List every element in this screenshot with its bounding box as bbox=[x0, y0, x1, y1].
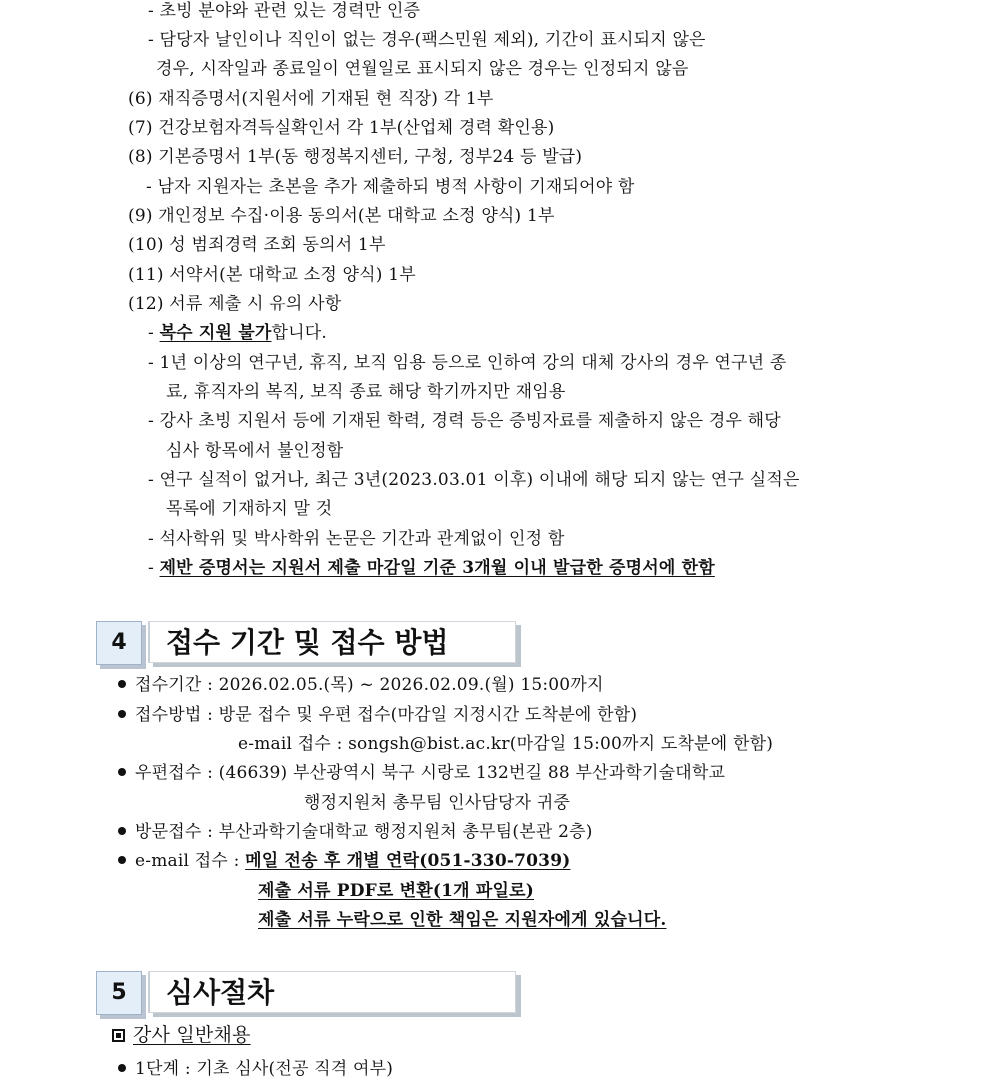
list-item-period bbox=[118, 674, 604, 696]
subheading-text: 강사 일반채용 bbox=[133, 1024, 251, 1046]
email-method-line: e-mail 접수 : songsh@bist.ac.kr(마감일 15:00까지 도착분에 한함) bbox=[238, 734, 774, 754]
text-line: 심사 항목에서 불인정함 bbox=[166, 441, 344, 461]
section-number: 4 bbox=[96, 621, 142, 665]
text-line: 료, 휴직자의 복직, 보직 종료 해당 학기까지만 재임용 bbox=[166, 382, 566, 402]
email-label: e-mail 접수 : bbox=[135, 851, 246, 871]
text-line: 경우, 시작일과 종료일이 연월일로 표시되지 않은 경우는 인정되지 않음 bbox=[156, 59, 689, 79]
bullet-icon bbox=[118, 710, 126, 718]
list-item-6: (6) 재직증명서(지원서에 기재된 현 직장) 각 1부 bbox=[128, 89, 494, 109]
email-note: 제출 서류 누락으로 인한 책임은 지원자에게 있습니다. bbox=[258, 910, 667, 930]
subheading bbox=[112, 1024, 251, 1046]
text-line: - 석사학위 및 박사학위 논문은 기간과 관계없이 인정 함 bbox=[148, 529, 565, 549]
list-item-12: (12) 서류 제출 시 유의 사항 bbox=[128, 294, 342, 314]
bold-underline-text: 복수 지원 불가 bbox=[159, 323, 272, 343]
text-line: - 초빙 분야와 관련 있는 경력만 인증 bbox=[148, 1, 421, 21]
square-bullet-icon bbox=[112, 1029, 125, 1042]
list-item-step1 bbox=[118, 1058, 393, 1080]
bullet-icon bbox=[118, 680, 126, 688]
text-line: - 1년 이상의 연구년, 휴직, 보직 임용 등으로 인하여 강의 대체 강사의 경우 연구년 종 bbox=[148, 353, 787, 373]
text-line: - 강사 초빙 지원서 등에 기재된 학력, 경력 등은 증빙자료를 제출하지 않은 경우 해당 bbox=[148, 411, 781, 431]
list-item-9: (9) 개인정보 수집·이용 동의서(본 대학교 소정 양식) 1부 bbox=[128, 206, 555, 226]
bullet-icon bbox=[118, 1064, 126, 1072]
method-text: 접수방법 : 방문 접수 및 우편 접수(마감일 지정시간 도착분에 한함) bbox=[135, 705, 638, 725]
bullet-icon bbox=[118, 768, 126, 776]
post-address: 우편접수 : (46639) 부산광역시 북구 시랑로 132번길 88 부산과학기술대학교 bbox=[135, 763, 726, 783]
step-text: 1단계 : 기초 심사(전공 직격 여부) bbox=[135, 1059, 394, 1079]
list-item-post bbox=[118, 762, 725, 784]
list-item-7: (7) 건강보험자격득실확인서 각 1부(산업체 경력 확인용) bbox=[128, 118, 555, 138]
section-title: 심사절차 bbox=[148, 971, 516, 1013]
dash: - bbox=[148, 323, 160, 343]
section-title: 접수 기간 및 접수 방법 bbox=[148, 621, 516, 663]
post-recipient: 행정지원처 총무팀 인사담당자 귀중 bbox=[304, 793, 571, 813]
list-item-visit bbox=[118, 821, 593, 843]
note-certificate-validity bbox=[148, 557, 715, 579]
list-item-8: (8) 기본증명서 1부(동 행정복지센터, 구청, 정부24 등 발급) bbox=[128, 147, 583, 167]
visit-text: 방문접수 : 부산과학기술대학교 행정지원처 총무팀(본관 2층) bbox=[135, 822, 593, 842]
section-number: 5 bbox=[96, 971, 142, 1015]
list-item-11: (11) 서약서(본 대학교 소정 양식) 1부 bbox=[128, 265, 416, 285]
list-item-email bbox=[118, 850, 570, 872]
dash: - bbox=[148, 558, 160, 578]
bullet-icon bbox=[118, 856, 126, 864]
note-no-multiple-application bbox=[148, 322, 327, 344]
text-line: - 연구 실적이 없거나, 최근 3년(2023.03.01 이후) 이내에 해당 되지 않는 연구 실적은 bbox=[148, 470, 800, 490]
text-line: 목록에 기재하지 말 것 bbox=[166, 499, 333, 519]
list-item-10: (10) 성 범죄경력 조회 동의서 1부 bbox=[128, 235, 386, 255]
text-line: - 담당자 날인이나 직인이 없는 경우(팩스민원 제외), 기간이 표시되지 않은 bbox=[148, 30, 706, 50]
bullet-icon bbox=[118, 827, 126, 835]
subheading-underlined bbox=[112, 1024, 251, 1046]
list-item-method bbox=[118, 704, 637, 726]
text-line: - 남자 지원자는 초본을 추가 제출하되 병적 사항이 기재되어야 함 bbox=[146, 177, 635, 197]
period-text: 접수기간 : 2026.02.05.(목) ~ 2026.02.09.(월) 15:00까지 bbox=[135, 675, 604, 695]
email-note: 제출 서류 PDF로 변환(1개 파일로) bbox=[258, 881, 535, 901]
email-note: 메일 전송 후 개별 연락(051-330-7039) bbox=[245, 851, 571, 871]
bold-underline-text: 제반 증명서는 지원서 제출 마감일 기준 3개월 이내 발급한 증명서에 한함 bbox=[159, 558, 715, 578]
text: 합니다. bbox=[271, 323, 328, 343]
